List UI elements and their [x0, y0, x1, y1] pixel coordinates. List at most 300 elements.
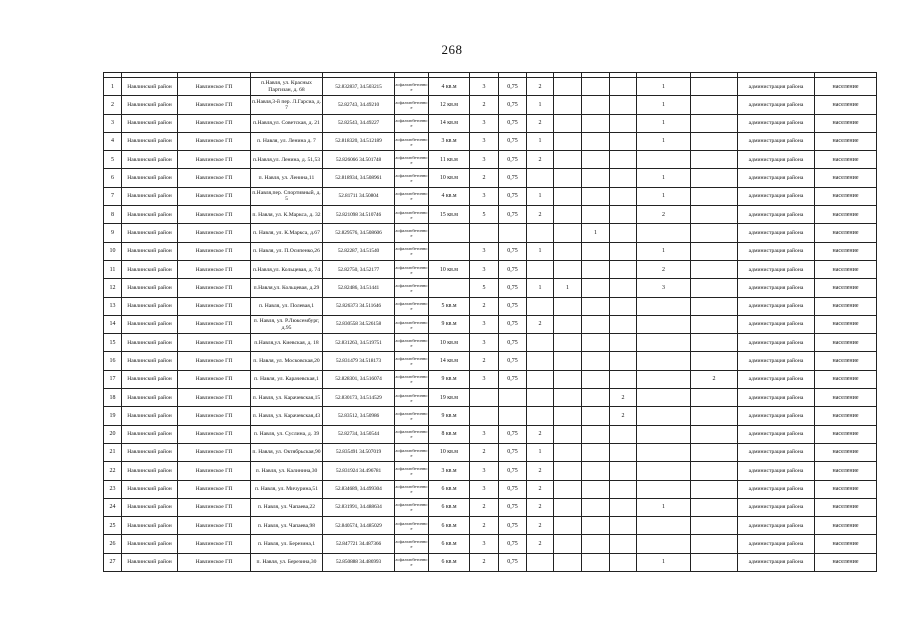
settlement-cell: Навлинское ГП: [178, 78, 251, 96]
containers-count-cell: 5: [470, 206, 499, 224]
consumer-cell: население: [815, 78, 877, 96]
surface-cell: асфальтобетонное: [395, 352, 429, 370]
col-14-cell: [637, 224, 691, 242]
district-cell: Навлинский район: [122, 96, 178, 114]
row-number-cell: 15: [104, 334, 122, 352]
col-15-cell: [691, 297, 738, 315]
col-12-cell: [582, 242, 610, 260]
consumer-cell: население: [815, 151, 877, 169]
area-cell: 3 кв.м: [429, 462, 470, 480]
area-cell: 19 кв.м: [429, 389, 470, 407]
row-number-cell: 4: [104, 132, 122, 150]
col-12-cell: [582, 279, 610, 297]
area-cell: 12 кв.м: [429, 96, 470, 114]
surface-cell: асфальтобетонное: [395, 443, 429, 461]
table-row: [104, 407, 877, 425]
col-12-cell: [582, 462, 610, 480]
col-10-cell: 2: [527, 151, 554, 169]
consumer-cell: население: [815, 187, 877, 205]
col-12-cell: [582, 96, 610, 114]
col-12-cell: [582, 260, 610, 278]
col-14-cell: 1: [637, 132, 691, 150]
area-cell: 9 кв.м: [429, 315, 470, 333]
coordinates-cell: 52.840574, 34.485029: [323, 517, 395, 535]
coordinates-cell: 52.818320, 34.512189: [323, 132, 395, 150]
address-cell: п. Навля, ул. Карачевская,43: [251, 407, 323, 425]
col-13-cell: [610, 334, 637, 352]
table-body: [104, 73, 877, 572]
col-11-cell: [554, 389, 582, 407]
col-11-cell: [554, 78, 582, 96]
surface-cell: асфальтобетонное: [395, 462, 429, 480]
settlement-cell: Навлинское ГП: [178, 151, 251, 169]
table-row: [104, 443, 877, 461]
surface-cell: асфальтобетонное: [395, 224, 429, 242]
row-number-cell: 6: [104, 169, 122, 187]
district-cell: Навлинский район: [122, 187, 178, 205]
settlement-cell: Навлинское ГП: [178, 480, 251, 498]
row-number-cell: 3: [104, 114, 122, 132]
col-13-cell: [610, 352, 637, 370]
surface-cell: асфальтобетонное: [395, 517, 429, 535]
table-row: [104, 279, 877, 297]
row-number-cell: 1: [104, 78, 122, 96]
area-cell: 6 кв.м: [429, 553, 470, 571]
containers-count-cell: 2: [470, 169, 499, 187]
col-10-cell: [527, 260, 554, 278]
area-cell: 6 кв.м: [429, 535, 470, 553]
row-number-cell: 17: [104, 370, 122, 388]
owner-cell: администрация района: [738, 114, 815, 132]
table-row: [104, 78, 877, 96]
coordinates-cell: 52.830173, 34.514529: [323, 389, 395, 407]
coordinates-cell: 52.82743, 34.49210: [323, 96, 395, 114]
containers-count-cell: [470, 224, 499, 242]
container-volume-cell: 0,75: [499, 462, 527, 480]
col-11-cell: [554, 517, 582, 535]
col-11-cell: [554, 297, 582, 315]
containers-count-cell: 2: [470, 498, 499, 516]
col-11-cell: [554, 242, 582, 260]
settlement-cell: Навлинское ГП: [178, 242, 251, 260]
table-row: [104, 425, 877, 443]
containers-count-cell: 2: [470, 553, 499, 571]
address-cell: п. Навля, ул. Березина,1: [251, 535, 323, 553]
row-number-cell: 8: [104, 206, 122, 224]
col-10-cell: 2: [527, 462, 554, 480]
col-14-cell: 1: [637, 498, 691, 516]
area-cell: 10 кв.м: [429, 169, 470, 187]
col-15-cell: [691, 535, 738, 553]
col-14-cell: 2: [637, 206, 691, 224]
area-cell: 10 кв.м: [429, 443, 470, 461]
col-12-cell: [582, 114, 610, 132]
col-13-cell: [610, 78, 637, 96]
containers-count-cell: 3: [470, 462, 499, 480]
coordinates-cell: 52.826066 34.501748: [323, 151, 395, 169]
settlement-cell: Навлинское ГП: [178, 462, 251, 480]
consumer-cell: население: [815, 498, 877, 516]
district-cell: Навлинский район: [122, 553, 178, 571]
address-cell: п. Навля, ул. Р.Люксембург, д.95: [251, 315, 323, 333]
col-10-cell: 1: [527, 187, 554, 205]
address-cell: п. Навля, ул. Полевая,1: [251, 297, 323, 315]
col-15-cell: [691, 498, 738, 516]
containers-count-cell: [470, 407, 499, 425]
settlement-cell: Навлинское ГП: [178, 498, 251, 516]
row-number-cell: 19: [104, 407, 122, 425]
surface-cell: асфальтобетонное: [395, 389, 429, 407]
col-10-cell: [527, 352, 554, 370]
owner-cell: администрация района: [738, 206, 815, 224]
owner-cell: администрация района: [738, 242, 815, 260]
address-cell: п. Навля, ул. Чапаева,22: [251, 498, 323, 516]
district-cell: Навлинский район: [122, 480, 178, 498]
col-15-cell: [691, 480, 738, 498]
containers-count-cell: 3: [470, 334, 499, 352]
col-10-cell: 2: [527, 114, 554, 132]
coordinates-cell: 52.831924 34.496781: [323, 462, 395, 480]
consumer-cell: население: [815, 443, 877, 461]
consumer-cell: население: [815, 169, 877, 187]
col-11-cell: [554, 315, 582, 333]
settlement-cell: Навлинское ГП: [178, 407, 251, 425]
col-13-cell: [610, 425, 637, 443]
containers-count-cell: 2: [470, 297, 499, 315]
table-row: [104, 370, 877, 388]
settlement-cell: Навлинское ГП: [178, 334, 251, 352]
col-15-cell: [691, 224, 738, 242]
col-14-cell: [637, 370, 691, 388]
owner-cell: администрация района: [738, 297, 815, 315]
col-15-cell: [691, 114, 738, 132]
col-10-cell: [527, 389, 554, 407]
surface-cell: асфальтобетонное: [395, 297, 429, 315]
coordinates-cell: 52.81711 34.50804: [323, 187, 395, 205]
consumer-cell: население: [815, 206, 877, 224]
owner-cell: администрация района: [738, 389, 815, 407]
settlement-cell: Навлинское ГП: [178, 370, 251, 388]
col-13-cell: [610, 96, 637, 114]
col-15-cell: [691, 151, 738, 169]
settlement-cell: Навлинское ГП: [178, 279, 251, 297]
district-cell: Навлинский район: [122, 462, 178, 480]
containers-count-cell: [470, 389, 499, 407]
consumer-cell: население: [815, 279, 877, 297]
container-volume-cell: 0,75: [499, 169, 527, 187]
col-12-cell: 1: [582, 224, 610, 242]
district-cell: Навлинский район: [122, 370, 178, 388]
surface-cell: асфальтобетонное: [395, 242, 429, 260]
col-15-cell: [691, 279, 738, 297]
col-12-cell: [582, 389, 610, 407]
container-volume-cell: 0,75: [499, 315, 527, 333]
col-10-cell: 1: [527, 96, 554, 114]
surface-cell: асфальтобетонное: [395, 114, 429, 132]
settlement-cell: Навлинское ГП: [178, 352, 251, 370]
col-11-cell: [554, 169, 582, 187]
owner-cell: администрация района: [738, 498, 815, 516]
col-12-cell: [582, 425, 610, 443]
surface-cell: асфальтобетонное: [395, 279, 429, 297]
container-volume-cell: 0,75: [499, 297, 527, 315]
container-volume-cell: 0,75: [499, 517, 527, 535]
owner-cell: администрация района: [738, 132, 815, 150]
col-12-cell: [582, 78, 610, 96]
containers-count-cell: 5: [470, 279, 499, 297]
col-12-cell: [582, 517, 610, 535]
surface-cell: асфальтобетонное: [395, 78, 429, 96]
consumer-cell: население: [815, 407, 877, 425]
district-cell: Навлинский район: [122, 443, 178, 461]
col-12-cell: [582, 151, 610, 169]
table-row: [104, 389, 877, 407]
surface-cell: асфальтобетонное: [395, 498, 429, 516]
col-15-cell: [691, 242, 738, 260]
col-12-cell: [582, 169, 610, 187]
area-cell: [429, 279, 470, 297]
consumer-cell: население: [815, 553, 877, 571]
area-cell: [429, 224, 470, 242]
table-row: [104, 334, 877, 352]
surface-cell: асфальтобетонное: [395, 260, 429, 278]
row-number-cell: 5: [104, 151, 122, 169]
owner-cell: администрация района: [738, 425, 815, 443]
district-cell: Навлинский район: [122, 114, 178, 132]
area-cell: 9 кв.м: [429, 370, 470, 388]
table-row: [104, 169, 877, 187]
col-14-cell: [637, 462, 691, 480]
area-cell: 4 кв.м: [429, 78, 470, 96]
coordinates-cell: 52.835491 34.507019: [323, 443, 395, 461]
container-volume-cell: 0,75: [499, 279, 527, 297]
district-cell: Навлинский район: [122, 279, 178, 297]
col-13-cell: [610, 315, 637, 333]
col-11-cell: [554, 96, 582, 114]
area-cell: 14 кв.м: [429, 114, 470, 132]
container-volume-cell: 0,75: [499, 206, 527, 224]
surface-cell: асфальтобетонное: [395, 187, 429, 205]
district-cell: Навлинский район: [122, 260, 178, 278]
row-number-cell: 20: [104, 425, 122, 443]
owner-cell: администрация района: [738, 315, 815, 333]
owner-cell: администрация района: [738, 407, 815, 425]
consumer-cell: население: [815, 517, 877, 535]
area-cell: 10 кв.м: [429, 334, 470, 352]
col-11-cell: [554, 187, 582, 205]
col-15-cell: [691, 352, 738, 370]
owner-cell: администрация района: [738, 279, 815, 297]
settlement-cell: Навлинское ГП: [178, 389, 251, 407]
table-row: [104, 315, 877, 333]
col-10-cell: 2: [527, 535, 554, 553]
containers-count-cell: 3: [470, 242, 499, 260]
district-cell: Навлинский район: [122, 206, 178, 224]
consumer-cell: население: [815, 352, 877, 370]
consumer-cell: население: [815, 370, 877, 388]
owner-cell: администрация района: [738, 480, 815, 498]
coordinates-cell: 52.831991, 34.488634: [323, 498, 395, 516]
consumer-cell: население: [815, 132, 877, 150]
containers-count-cell: 3: [470, 315, 499, 333]
col-15-cell: [691, 206, 738, 224]
container-volume-cell: 0,75: [499, 370, 527, 388]
consumer-cell: население: [815, 535, 877, 553]
consumer-cell: население: [815, 96, 877, 114]
col-14-cell: 3: [637, 279, 691, 297]
container-volume-cell: 0,75: [499, 260, 527, 278]
col-13-cell: [610, 132, 637, 150]
col-11-cell: [554, 443, 582, 461]
address-cell: п. Навля, ул. Суслина, д. 39: [251, 425, 323, 443]
col-11-cell: [554, 352, 582, 370]
col-15-cell: [691, 315, 738, 333]
container-volume-cell: 0,75: [499, 480, 527, 498]
address-cell: п. Навля, ул. Октябрьская,90: [251, 443, 323, 461]
district-cell: Навлинский район: [122, 169, 178, 187]
owner-cell: администрация района: [738, 553, 815, 571]
address-cell: п. Навля, ул. Карачевская,15: [251, 389, 323, 407]
table-row: [104, 260, 877, 278]
address-cell: п.Навля,ул. Кольцевая, д.29: [251, 279, 323, 297]
container-volume-cell: 0,75: [499, 443, 527, 461]
containers-count-cell: 3: [470, 114, 499, 132]
table-row: [104, 352, 877, 370]
table-row: [104, 187, 877, 205]
row-number-cell: 11: [104, 260, 122, 278]
col-14-cell: 1: [637, 553, 691, 571]
col-15-cell: [691, 96, 738, 114]
settlement-cell: Навлинское ГП: [178, 443, 251, 461]
address-cell: п.Навля,ул. Кольцевая, д. 74: [251, 260, 323, 278]
col-15-cell: [691, 78, 738, 96]
container-volume-cell: 0,75: [499, 96, 527, 114]
address-cell: п. Навля, ул. Московская,20: [251, 352, 323, 370]
table-row: [104, 517, 877, 535]
owner-cell: администрация района: [738, 443, 815, 461]
owner-cell: администрация района: [738, 169, 815, 187]
col-15-cell: [691, 389, 738, 407]
address-cell: п. Навля, ул. П.Осипенко,26: [251, 242, 323, 260]
surface-cell: асфальтобетонное: [395, 553, 429, 571]
col-10-cell: [527, 370, 554, 388]
district-cell: Навлинский район: [122, 425, 178, 443]
consumer-cell: население: [815, 480, 877, 498]
row-number-cell: 24: [104, 498, 122, 516]
col-13-cell: [610, 297, 637, 315]
address-cell: п. Навля, ул. Березина,30: [251, 553, 323, 571]
address-cell: п. Навля, ул. Карачевская,1: [251, 370, 323, 388]
containers-count-cell: 2: [470, 517, 499, 535]
coordinates-cell: 52.832837, 34.503215: [323, 78, 395, 96]
owner-cell: администрация района: [738, 224, 815, 242]
coordinates-cell: 52.828301, 34.516074: [323, 370, 395, 388]
col-10-cell: [527, 169, 554, 187]
owner-cell: администрация района: [738, 517, 815, 535]
coordinates-cell: 52.831479 34.518173: [323, 352, 395, 370]
col-12-cell: [582, 132, 610, 150]
owner-cell: администрация района: [738, 535, 815, 553]
col-10-cell: 1: [527, 443, 554, 461]
row-number-cell: 27: [104, 553, 122, 571]
col-13-cell: [610, 517, 637, 535]
col-12-cell: [582, 206, 610, 224]
col-14-cell: 1: [637, 169, 691, 187]
col-11-cell: [554, 334, 582, 352]
address-cell: п.Навля, ул. Красных Партизан, д. 68: [251, 78, 323, 96]
owner-cell: администрация района: [738, 96, 815, 114]
col-11-cell: [554, 425, 582, 443]
coordinates-cell: 52.82486, 34.51441: [323, 279, 395, 297]
area-cell: 6 кв.м: [429, 480, 470, 498]
containers-count-cell: 3: [470, 425, 499, 443]
col-14-cell: [637, 443, 691, 461]
col-12-cell: [582, 443, 610, 461]
col-13-cell: [610, 462, 637, 480]
col-14-cell: 1: [637, 114, 691, 132]
district-cell: Навлинский район: [122, 242, 178, 260]
col-14-cell: [637, 315, 691, 333]
col-12-cell: [582, 535, 610, 553]
district-cell: Навлинский район: [122, 389, 178, 407]
settlement-cell: Навлинское ГП: [178, 96, 251, 114]
surface-cell: асфальтобетонное: [395, 169, 429, 187]
coordinates-cell: 52.82750, 34.52177: [323, 260, 395, 278]
row-number-cell: 9: [104, 224, 122, 242]
settlement-cell: Навлинское ГП: [178, 224, 251, 242]
container-volume-cell: 0,75: [499, 242, 527, 260]
col-13-cell: [610, 480, 637, 498]
area-cell: 11 кв.м: [429, 151, 470, 169]
table-row: [104, 114, 877, 132]
col-11-cell: [554, 370, 582, 388]
col-15-cell: [691, 132, 738, 150]
district-cell: Навлинский район: [122, 407, 178, 425]
surface-cell: асфальтобетонное: [395, 132, 429, 150]
col-13-cell: [610, 553, 637, 571]
containers-count-cell: 3: [470, 260, 499, 278]
col-10-cell: [527, 407, 554, 425]
col-13-cell: [610, 206, 637, 224]
col-12-cell: [582, 297, 610, 315]
coordinates-cell: 52.82287, 34.51540: [323, 242, 395, 260]
table-row: [104, 242, 877, 260]
consumer-cell: население: [815, 224, 877, 242]
containers-count-cell: 3: [470, 535, 499, 553]
col-11-cell: [554, 407, 582, 425]
district-cell: Навлинский район: [122, 297, 178, 315]
col-10-cell: 1: [527, 279, 554, 297]
row-number-cell: 25: [104, 517, 122, 535]
district-cell: Навлинский район: [122, 78, 178, 96]
col-15-cell: [691, 443, 738, 461]
col-12-cell: [582, 315, 610, 333]
container-volume-cell: 0,75: [499, 151, 527, 169]
table-row: [104, 480, 877, 498]
table-row: [104, 206, 877, 224]
settlement-cell: Навлинское ГП: [178, 425, 251, 443]
coordinates-cell: 52.83512, 34.50986: [323, 407, 395, 425]
area-cell: [429, 242, 470, 260]
address-cell: п.Навля,ул. Ленина, д. 51,53: [251, 151, 323, 169]
col-15-cell: 2: [691, 370, 738, 388]
container-volume-cell: [499, 407, 527, 425]
col-12-cell: [582, 370, 610, 388]
containers-count-cell: 2: [470, 352, 499, 370]
table-row: [104, 498, 877, 516]
col-11-cell: [554, 151, 582, 169]
row-number-cell: 2: [104, 96, 122, 114]
